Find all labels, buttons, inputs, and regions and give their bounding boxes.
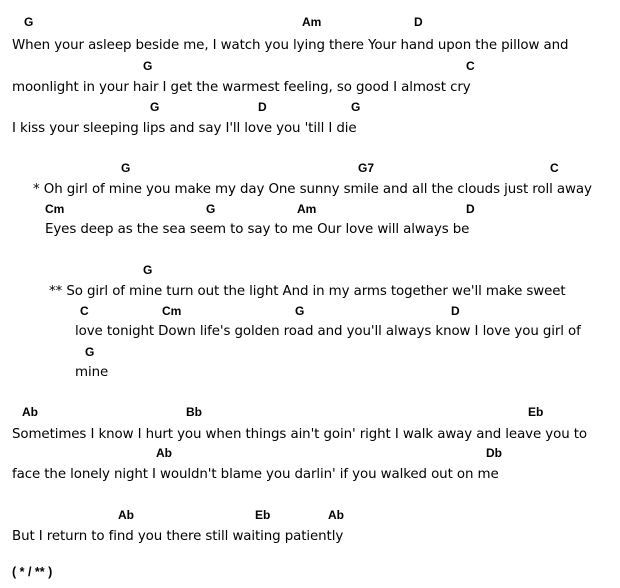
lyric-line: Eyes deep as the sea seem to say to me Our love will always be xyxy=(45,222,470,237)
lyric-line: moonlight in your hair I get the warmest feeling, so good I almost cry xyxy=(12,80,471,95)
chord: Am xyxy=(302,15,322,29)
chord: C xyxy=(466,59,475,73)
lyric-line: Sometimes I know I hurt you when things ain't goin' right I walk away and leave you to xyxy=(12,427,587,442)
chord: Ab xyxy=(156,446,172,460)
chord: C xyxy=(80,304,89,318)
lyric-line: When your asleep beside me, I watch you lying there Your hand upon the pillow and xyxy=(12,38,569,53)
chord: C xyxy=(550,161,559,175)
chord: Am xyxy=(297,202,317,216)
chord: Ab xyxy=(118,508,134,522)
lyric-line: face the lonely night I wouldn't blame you darlin' if you walked out on me xyxy=(12,467,499,482)
chord: G xyxy=(351,100,361,114)
lyric-line: ** So girl of mine turn out the light And in my arms together we'll make sweet xyxy=(49,284,566,299)
chord: G xyxy=(295,304,305,318)
chord: D xyxy=(451,304,460,318)
chord: G7 xyxy=(358,161,375,175)
chord: G xyxy=(85,345,95,359)
chord: Cm xyxy=(45,202,65,216)
lyric-line: love tonight Down life's golden road and you'll always know I love you girl of xyxy=(75,324,581,339)
lyric-line: I kiss your sleeping lips and say I'll love you 'till I die xyxy=(12,121,357,136)
lyric-line: * Oh girl of mine you make my day One sunny smile and all the clouds just roll away xyxy=(33,182,592,197)
chord: Ab xyxy=(22,405,38,419)
chord: D xyxy=(466,202,475,216)
repeat-marker: ( * / ** ) xyxy=(12,565,53,579)
chord: Bb xyxy=(186,405,202,419)
chord: Eb xyxy=(255,508,271,522)
chord: G xyxy=(143,263,153,277)
chord: Ab xyxy=(328,508,344,522)
lyric-line: But I return to find you there still waiting patiently xyxy=(12,529,344,544)
chord: Eb xyxy=(528,405,544,419)
chord: G xyxy=(24,15,34,29)
chord: D xyxy=(258,100,267,114)
chord: D xyxy=(414,15,423,29)
chord: G xyxy=(121,161,131,175)
chord: G xyxy=(150,100,160,114)
chord: Cm xyxy=(162,304,182,318)
chord: Db xyxy=(486,446,502,460)
lyric-line: mine xyxy=(75,365,109,380)
chord: G xyxy=(143,59,153,73)
chord: G xyxy=(206,202,216,216)
